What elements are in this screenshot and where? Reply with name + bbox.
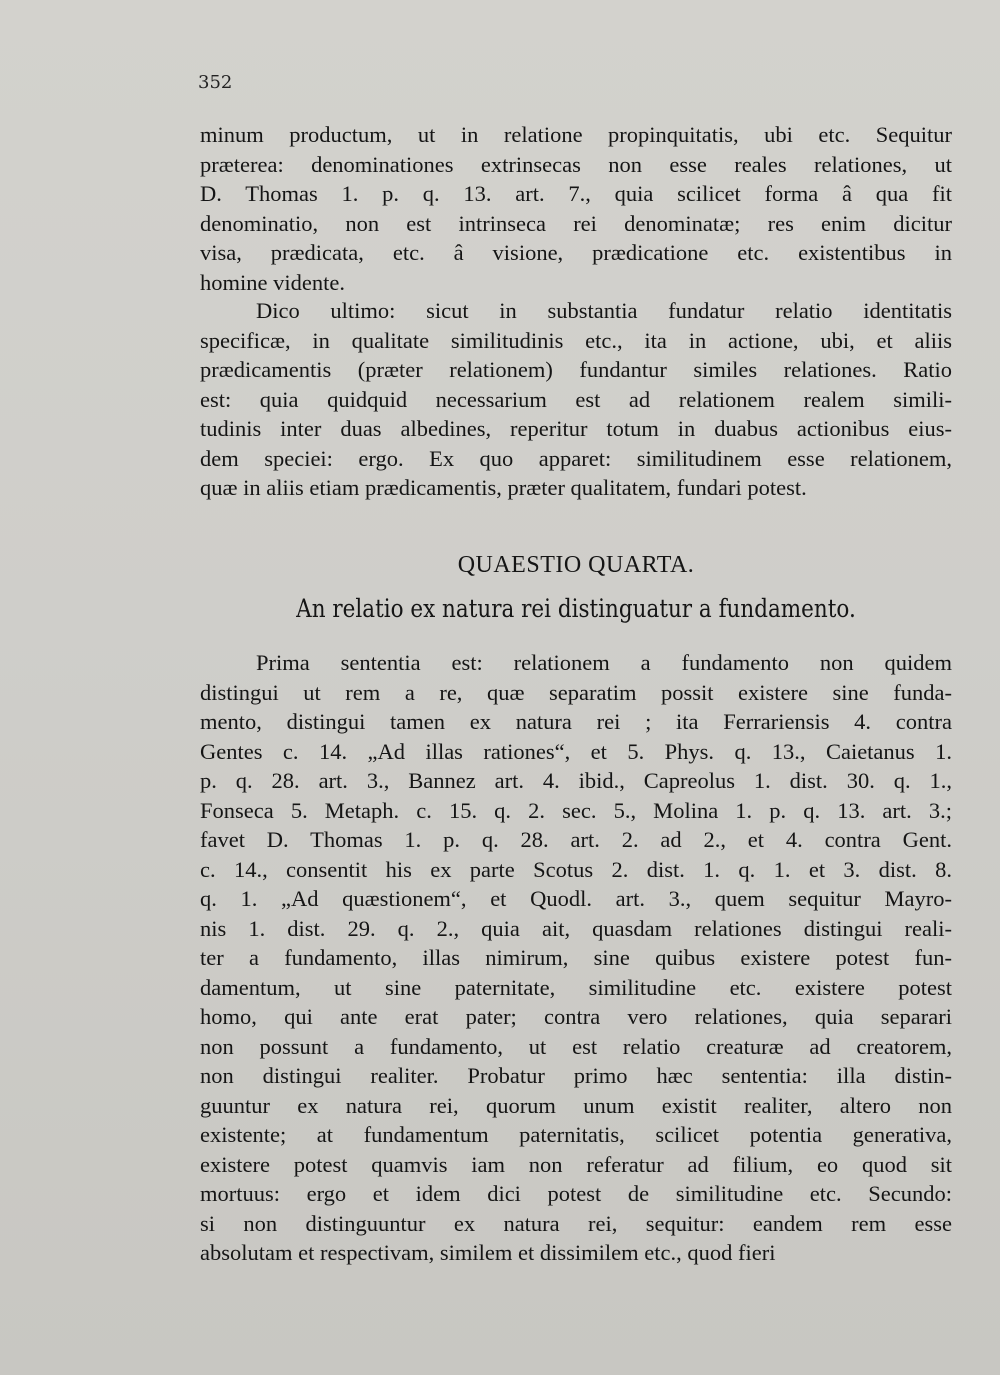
text-line: c. 14., consentit his ex parte Scotus 2. dist. 1. q. 1. et 3. dist. 8. bbox=[200, 856, 952, 882]
text-line: prædicamentis (præter relationem) fundantur similes relationes. Ratio bbox=[200, 357, 952, 382]
text-line: Prima sententia est: relationem a fundamento non quidem bbox=[256, 650, 952, 675]
paragraph-1 bbox=[200, 120, 952, 297]
text-line: Gentes c. 14. „Ad illas rationes“, et 5. Phys. q. 13., Caietanus 1. bbox=[200, 738, 952, 764]
text-line: p. q. 28. art. 3., Bannez art. 4. ibid., Capreolus 1. dist. 30. q. 1., bbox=[200, 768, 952, 793]
text-line: quæ in aliis etiam prædicamentis, præter qualitatem, fundari potest. bbox=[200, 475, 807, 500]
text-line: Dico ultimo: sicut in substantia fundatur relatio identitatis bbox=[256, 298, 952, 323]
text-line: mortuus: ergo et idem dici potest de similitudine etc. Secundo: bbox=[200, 1181, 952, 1206]
text-line: nis 1. dist. 29. q. 2., quia ait, quasdam relationes distingui reali- bbox=[200, 915, 952, 941]
text-line: minum productum, ut in relatione propinquitatis, ubi etc. Sequitur bbox=[200, 122, 952, 147]
page-number: 352 bbox=[198, 72, 233, 93]
text-line: homo, qui ante erat pater; contra vero relationes, quia separari bbox=[200, 1004, 952, 1029]
text-line: existente; at fundamentum paternitatis, scilicet potentia generativa, bbox=[200, 1122, 952, 1147]
text-line: specificæ, in qualitate similitudinis etc., ita in actione, ubi, et aliis bbox=[200, 327, 952, 353]
text-line: dem speciei: ergo. Ex quo apparet: similitudinem esse relationem, bbox=[200, 445, 952, 471]
text-line: præterea: denominationes extrinsecas non esse reales relationes, ut bbox=[200, 151, 952, 177]
text-line: homine vidente. bbox=[200, 269, 345, 295]
text-line: mento, distingui tamen ex natura rei ; ita Ferrariensis 4. contra bbox=[200, 709, 952, 734]
section-heading: QUAESTIO QUARTA. bbox=[457, 552, 695, 578]
paragraph-2 bbox=[200, 296, 952, 503]
text-line: existere potest quamvis iam non referatur ad filium, eo quod sit bbox=[200, 1151, 952, 1177]
section-subheading: An relatio ex natura rei distinguatur a fundamento. bbox=[296, 594, 856, 623]
text-line: est: quia quidquid necessarium est ad relationem realem simili- bbox=[200, 386, 952, 412]
text-line: visa, prædicata, etc. â visione, prædicatione etc. existentibus in bbox=[200, 240, 952, 265]
text-line: D. Thomas 1. p. q. 13. art. 7., quia scilicet forma â qua fit bbox=[200, 181, 952, 206]
text-line: non possunt a fundamento, ut est relatio creaturæ ad creatorem, bbox=[200, 1033, 952, 1059]
text-line: q. 1. „Ad quæstionem“, et Quodl. art. 3., quem sequitur Mayro- bbox=[200, 886, 952, 911]
text-line: denominatio, non est intrinseca rei denominatæ; res enim dicitur bbox=[200, 210, 952, 236]
text-line: favet D. Thomas 1. p. q. 28. art. 2. ad 2., et 4. contra Gent. bbox=[200, 827, 952, 852]
text-line: distingui ut rem a re, quæ separatim possit existere sine funda- bbox=[200, 679, 952, 705]
text-line: absolutam et respectivam, similem et dissimilem etc., quod fieri bbox=[200, 1240, 776, 1265]
text-line: tudinis inter duas albedines, reperitur totum in duabus actionibus eius- bbox=[200, 416, 952, 441]
text-line: guuntur ex natura rei, quorum unum existit realiter, altero non bbox=[200, 1092, 952, 1118]
text-line: damentum, ut sine paternitate, similitudine etc. existere potest bbox=[200, 974, 952, 1000]
paragraph-3 bbox=[200, 648, 952, 1268]
text-line: si non distinguuntur ex natura rei, sequitur: eandem rem esse bbox=[200, 1210, 952, 1236]
text-line: Fonseca 5. Metaph. c. 15. q. 2. sec. 5., Molina 1. p. q. 13. art. 3.; bbox=[200, 797, 952, 823]
text-line: ter a fundamento, illas nimirum, sine quibus existere potest fun- bbox=[200, 945, 952, 970]
text-line: non distingui realiter. Probatur primo hæc sententia: illa distin- bbox=[200, 1063, 952, 1088]
